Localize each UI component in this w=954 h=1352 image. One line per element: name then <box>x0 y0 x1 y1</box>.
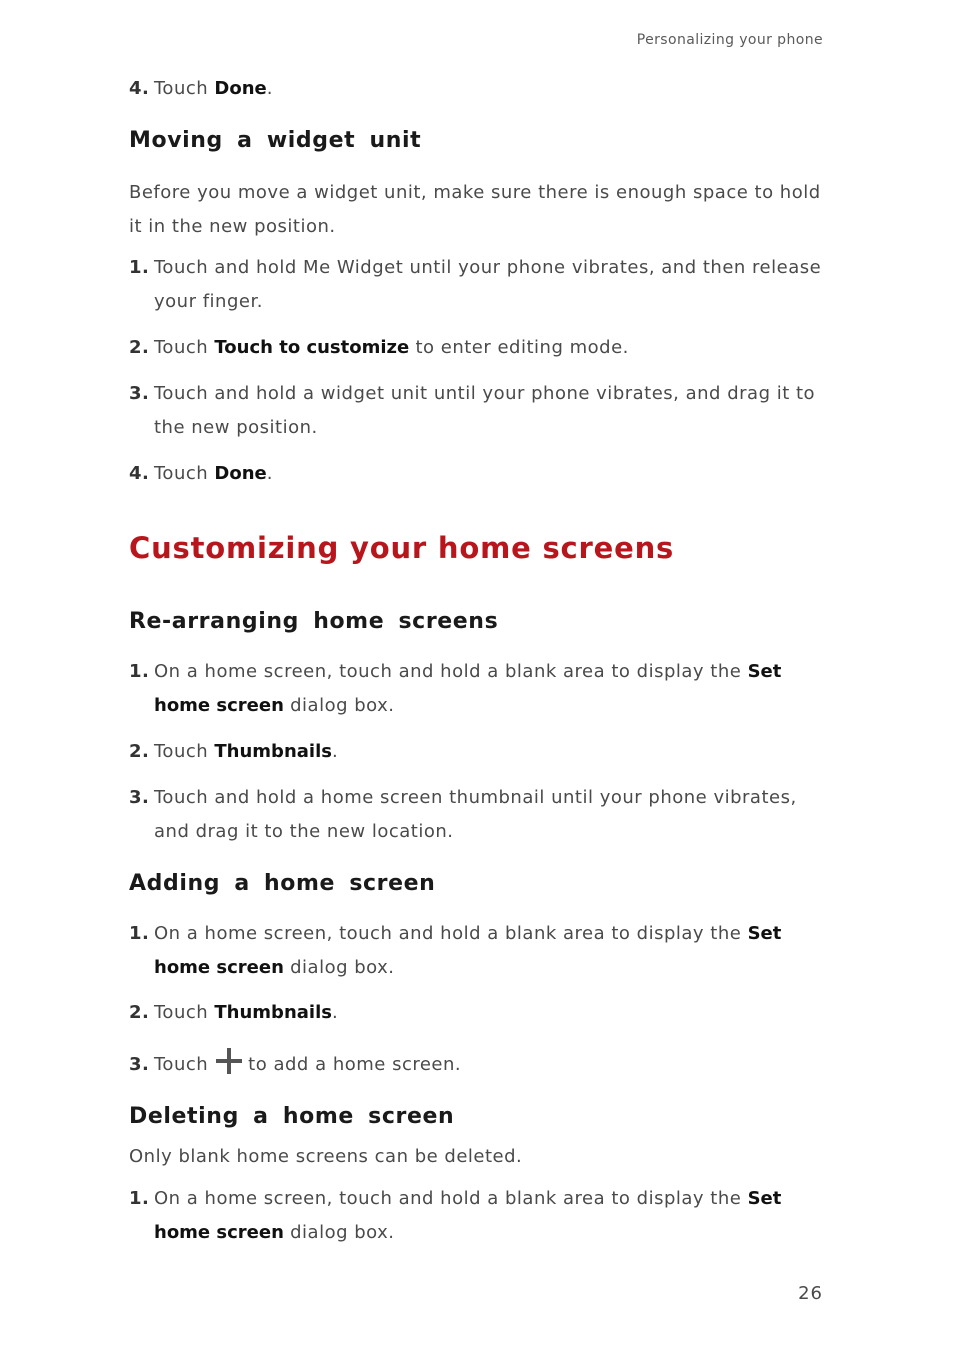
step-number: 1. <box>129 923 150 944</box>
step-number: 2. <box>129 337 150 358</box>
deleting-intro: Only blank home screens can be deleted. <box>129 1146 523 1167</box>
section-heading-adding: Adding a home screen <box>129 871 436 896</box>
step-text: dialog box. <box>283 1222 395 1243</box>
step-text: . <box>266 78 273 99</box>
step-text: Touch <box>154 741 215 762</box>
deleting-step-1 <box>129 1182 824 1250</box>
adding-step-1 <box>129 917 824 985</box>
step-number: 3. <box>129 1054 150 1075</box>
page-content <box>129 72 829 1250</box>
step-number: 4. <box>129 78 150 99</box>
step-number: 4. <box>129 463 150 484</box>
step-text: Touch and hold a widget unit until your phone vibrates, and drag it to the new position. <box>154 383 816 438</box>
step-text: Touch <box>154 337 215 358</box>
step-text: . <box>266 463 273 484</box>
step-text: On a home screen, touch and hold a blank area to display the <box>154 1188 748 1209</box>
rearranging-step-1 <box>129 655 824 723</box>
step-number: 1. <box>129 1188 150 1209</box>
step-text: Touch and hold Me Widget until your phone vibrates, and then release your finger. <box>154 257 822 312</box>
step-number: 3. <box>129 787 150 808</box>
step-keyword: Set home screen <box>154 661 782 716</box>
step-text: . <box>331 741 339 762</box>
step-text: On a home screen, touch and hold a blank area to display the <box>154 923 748 944</box>
adding-step-3 <box>129 1048 829 1082</box>
step-keyword: Touch to customize <box>214 337 410 358</box>
step-text: dialog box. <box>283 957 395 978</box>
section-heading-moving: Moving a widget unit <box>129 128 422 153</box>
moving-intro: Before you move a widget unit, make sure there is enough space to hold it in the new position. <box>129 182 821 237</box>
moving-step-2 <box>129 331 829 365</box>
step-text: Touch <box>154 1054 209 1075</box>
moving-step-4 <box>129 457 829 491</box>
step-number: 3. <box>129 383 150 404</box>
step-keyword: Thumbnails <box>214 1002 332 1023</box>
chapter-heading-customizing: Customizing your home screens <box>129 531 675 565</box>
step-text: dialog box. <box>283 695 395 716</box>
step-text: On a home screen, touch and hold a blank area to display the <box>154 661 748 682</box>
step-keyword: Set home screen <box>154 1188 782 1243</box>
step-keyword: Set home screen <box>154 923 782 978</box>
step-keyword: Done <box>214 78 267 99</box>
step-keyword: Done <box>214 463 267 484</box>
step-number: 2. <box>129 1002 150 1023</box>
adding-step-2 <box>129 996 829 1030</box>
step-text: Touch and hold a home screen thumbnail until your phone vibrates, and drag it to the new location. <box>154 787 797 842</box>
plus-icon <box>216 1048 242 1074</box>
step-text: Touch <box>154 1002 215 1023</box>
section-heading-deleting: Deleting a home screen <box>129 1104 455 1129</box>
step-text: to enter editing mode. <box>409 337 629 358</box>
moving-step-3 <box>129 377 844 445</box>
section-heading-rearranging: Re-arranging home screens <box>129 609 499 634</box>
step-text: Touch <box>154 463 215 484</box>
step-keyword: Thumbnails <box>214 741 332 762</box>
running-header: Personalizing your phone <box>636 32 823 48</box>
step-done-top <box>129 72 829 106</box>
moving-step-1 <box>129 251 824 319</box>
page-number: 26 <box>798 1283 823 1304</box>
step-text: Touch <box>154 78 215 99</box>
rearranging-step-2 <box>129 735 829 769</box>
step-number: 1. <box>129 257 150 278</box>
step-text: to add a home screen. <box>248 1054 462 1075</box>
step-number: 2. <box>129 741 150 762</box>
rearranging-step-3 <box>129 781 834 849</box>
step-number: 1. <box>129 661 150 682</box>
step-text: . <box>331 1002 339 1023</box>
